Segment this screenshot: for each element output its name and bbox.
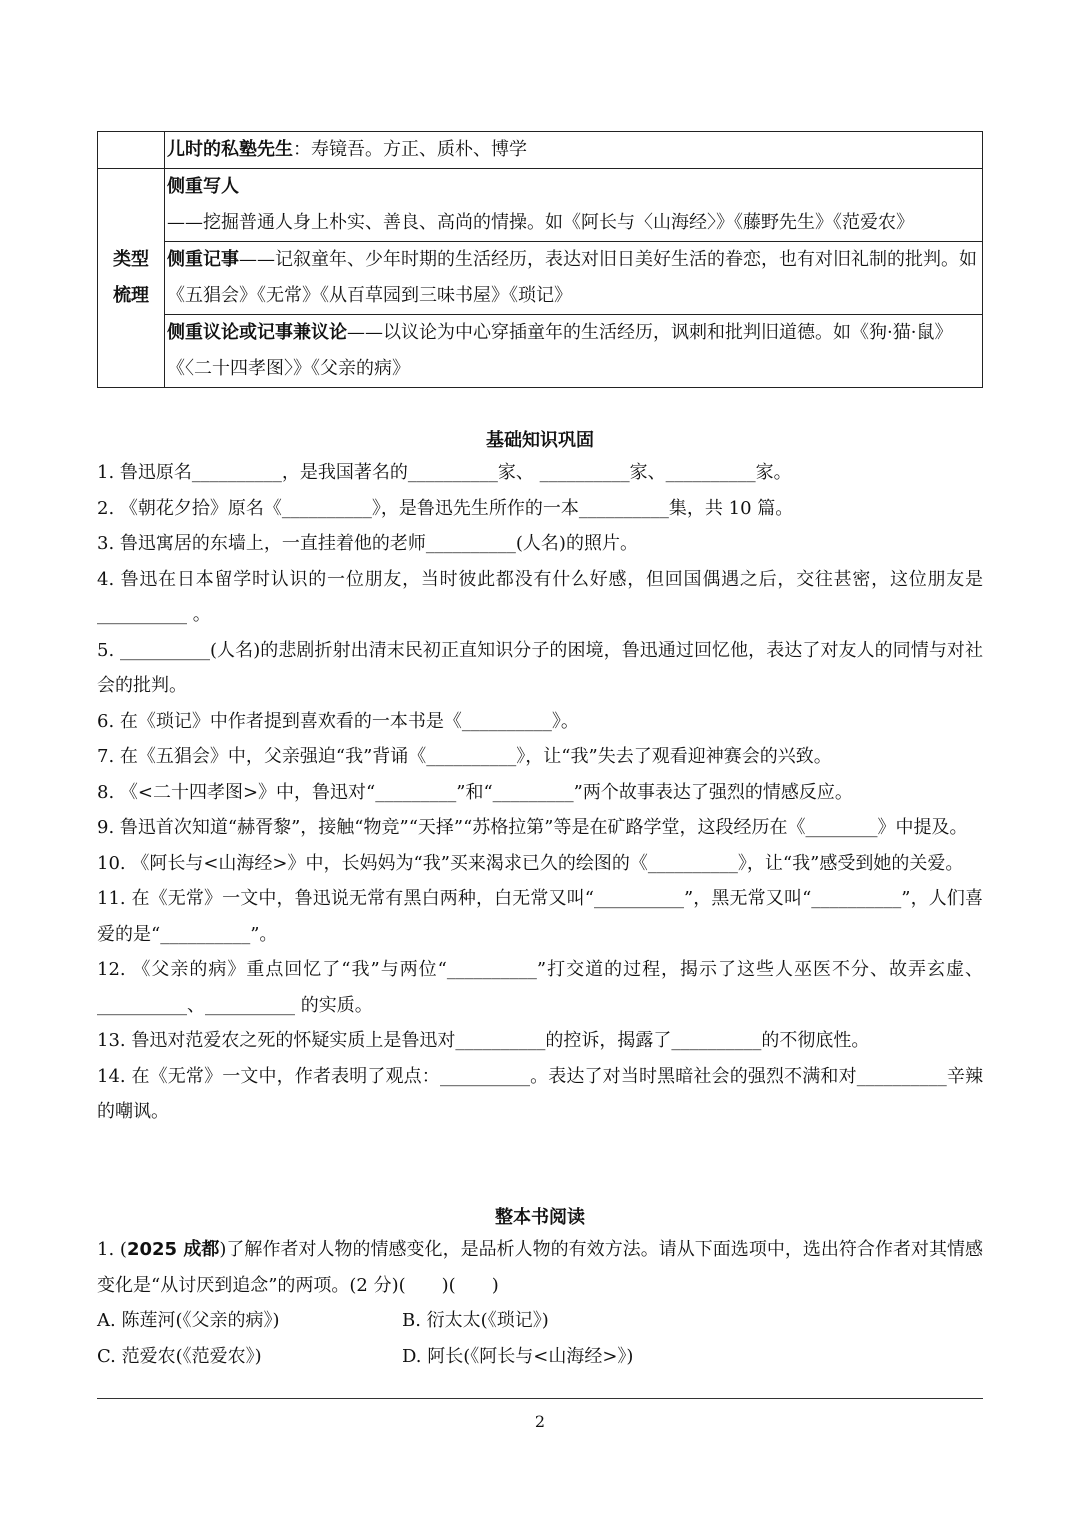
option-c: C. 范爱农(《范爱农》): [97, 1345, 262, 1367]
table-label-cell-empty: [98, 132, 165, 169]
page-number: 2: [534, 1412, 546, 1431]
cell-text: ：寿镜吾。方正、质朴、博学: [293, 139, 527, 160]
cell-text: ——以议论为中心穿插童年的生活经历，讽刺和批判旧道德。如《狗·猫·鼠》《〈二十四孝图〉》《父亲的病》: [167, 322, 953, 379]
option-a: A. 陈莲河(《父亲的病》): [97, 1310, 280, 1331]
question-item: 6. 在《琐记》中作者提到喜欢看的一本书是《__________》。: [97, 710, 579, 732]
question-item: 2. 《朝花夕拾》原名《__________》，是鲁迅先生所作的一本__________集，共 10 篇。: [97, 497, 794, 519]
reading-question: [97, 1232, 983, 1303]
question-item: 10. 《阿长与<山海经>》中，长妈妈为“我”买来渴求已久的绘图的《__________》，让“我”感受到她的关爱。: [97, 852, 964, 874]
summary-table: [97, 131, 983, 388]
question-item: 14. 在《无常》一文中，作者表明了观点：__________。表达了对当时黑暗社会的强烈不满和对__________辛辣的嘲讽。: [97, 1065, 983, 1122]
table-row: [98, 315, 983, 388]
table-row: [98, 242, 983, 315]
question-item: 12. 《父亲的病》重点回忆了“我”与两位“__________”打交道的过程，揭示了这些人巫医不分、故弄玄虚、__________、__________ 的实质。: [97, 959, 983, 1016]
question-item: [97, 1232, 983, 1303]
question-item: 9. 鲁迅首次知道“赫胥黎”，接触“物竞”“天择”“苏格拉第”等是在矿路学堂，这段经历在《________》中提及。: [97, 817, 968, 838]
section-label: 类型: [113, 249, 149, 270]
cell-bold-term: 侧重记事: [167, 249, 239, 270]
question-item: 13. 鲁迅对范爱农之死的怀疑实质上是鲁迅对__________的控诉，揭露了__________的不彻底性。: [97, 1030, 870, 1051]
table-cell: [165, 242, 983, 315]
footer-divider: [97, 1398, 983, 1399]
cell-text: ——记叙童年、少年时期的生活经历，表达对旧日美好生活的眷恋，也有对旧礼制的批判。如《五猖会》《无常》《从百草园到三味书屋》《琐记》: [167, 249, 977, 306]
question-item: 11. 在《无常》一文中，鲁迅说无常有黑白两种，白无常又叫“__________”，黑无常又叫“__________”，人们喜爱的是“__________”。: [97, 888, 983, 945]
question-item: 3. 鲁迅寓居的东墙上，一直挂着他的老师__________(人名)的照片。: [97, 533, 638, 554]
section-heading-basics: 基础知识巩固: [486, 430, 594, 451]
table-row: [98, 169, 983, 242]
option-b: B. 衍太太(《琐记》): [402, 1310, 549, 1331]
option-d: D. 阿长(《阿长与<山海经>》): [402, 1345, 634, 1367]
question-source: 2025 成都: [126, 1239, 220, 1260]
question-text: )了解作者对人物的情感变化，是品析人物的有效方法。请从下面选项中，选出符合作者对其情感变化是“从讨厌到追念”的两项。(2 分)( )( ): [97, 1239, 983, 1296]
table-cell: [165, 169, 983, 242]
question-item: 7. 在《五猖会》中，父亲强迫“我”背诵《__________》，让“我”失去了观看迎神赛会的兴致。: [97, 746, 832, 767]
table-cell: [165, 132, 983, 169]
options-row: [97, 1339, 983, 1375]
options-row: [97, 1303, 983, 1339]
section-label: 梳理: [113, 285, 149, 306]
table-cell: [165, 315, 983, 388]
question-item: 4. 鲁迅在日本留学时认识的一位朋友，当时彼此都没有什么好感，但回国偶遇之后，交往甚密，这位朋友是__________ 。: [97, 568, 983, 625]
section-heading-whole-book: 整本书阅读: [495, 1207, 585, 1228]
cell-bold-term: 侧重写人: [167, 176, 239, 197]
table-row: [98, 132, 983, 169]
cell-text: ——挖掘普通人身上朴实、善良、高尚的情操。如《阿长与〈山海经〉》《藤野先生》《范爱农》: [167, 212, 914, 233]
question-prefix: 1. (: [97, 1239, 127, 1260]
question-item: 1. 鲁迅原名__________，是我国著名的__________家、 __________家、__________家。: [97, 462, 792, 483]
options-list: [97, 1303, 983, 1374]
question-item: 8. 《<二十四孝图>》中，鲁迅对“_________”和“_________”两个故事表达了强烈的情感反应。: [97, 781, 853, 803]
cell-bold-term: 儿时的私塾先生: [167, 139, 293, 160]
cell-bold-term: 侧重议论或记事兼议论: [167, 322, 347, 343]
question-list: [97, 455, 983, 1130]
question-item: 5. __________(人名)的悲剧折射出清末民初正直知识分子的困境，鲁迅通过回忆他，表达了对友人的同情与对社会的批判。: [97, 639, 983, 696]
section-label-cell: [98, 169, 165, 388]
